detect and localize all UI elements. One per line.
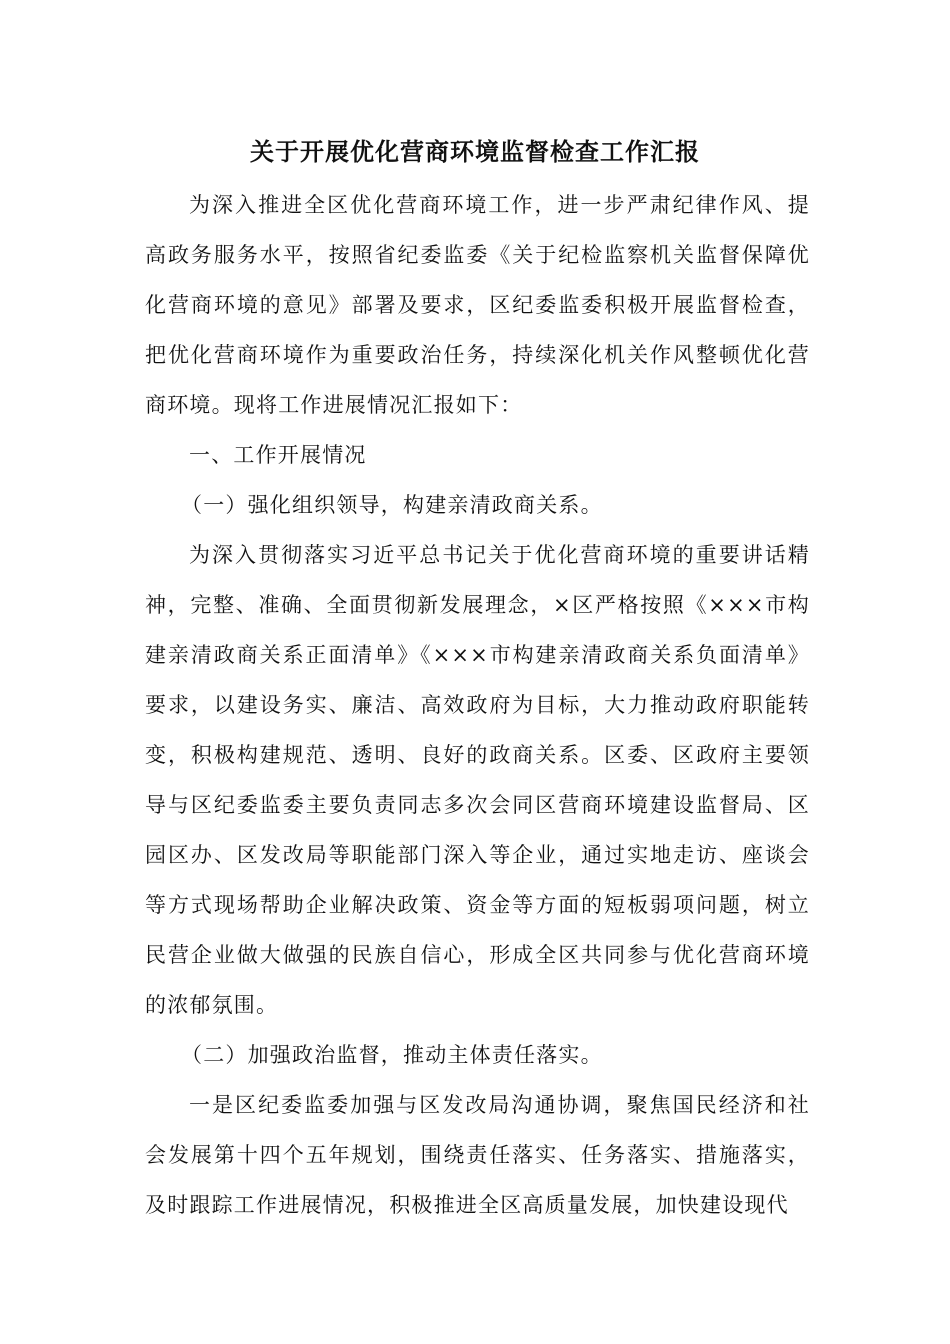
document-title: 关于开展优化营商环境监督检查工作汇报 <box>250 137 700 166</box>
subsection-heading-1: （一）强化组织领导，构建亲清政商关系。 <box>181 493 603 517</box>
subsection-heading-2: （二）加强政治监督，推动主体责任落实。 <box>181 1043 603 1067</box>
body-paragraph-1: 为深入贯彻落实习近平总书记关于优化营商环境的重要讲话精神，完整、准确、全面贯彻新发展理念，×区严格按照《×××市构建亲清政商关系正面清单》《×××市构建亲清政商关系负面清单》要求，以建设务实、廉洁、高效政府为目标，大力推动政府职能转变，积极构建规范、透明、良好的政商关系。区委、区政府主要领导与区纪委监委主要负责同志多次会同区营商环境建设监督局、区园区办、区发改局等职能部门深入等企业，通过实地走访、座谈会等方式现场帮助企业解决政策、资金等方面的短板弱项问题，树立民营企业做大做强的民族自信心，形成全区共同参与优化营商环境的浓郁氛围。 <box>145 543 810 1017</box>
document-body <box>145 180 810 1230</box>
body-paragraph-2: 一是区纪委监委加强与区发改局沟通协调，聚焦国民经济和社会发展第十四个五年规划，围绕责任落实、任务落实、措施落实，及时跟踪工作进展情况，积极推进全区高质量发展，加快建设现代 <box>145 1093 810 1217</box>
intro-paragraph: 为深入推进全区优化营商环境工作，进一步严肃纪律作风、提高政务服务水平，按照省纪委监委《关于纪检监察机关监督保障优化营商环境的意见》部署及要求，区纪委监委积极开展监督检查，把优化营商环境作为重要政治任务，持续深化机关作风整顿优化营商环境。现将工作进展情况汇报如下： <box>145 193 810 417</box>
section-heading-1: 一、工作开展情况 <box>189 443 367 467</box>
